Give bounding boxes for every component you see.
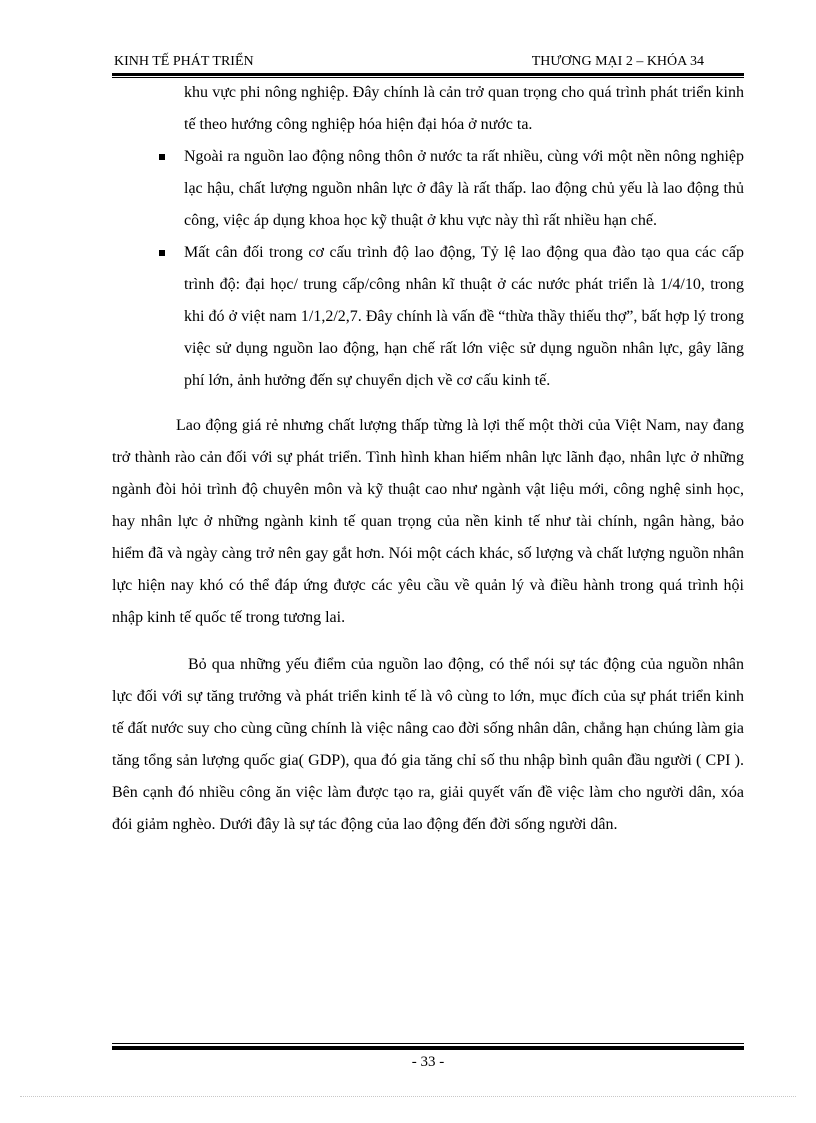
footer-rule-thick xyxy=(112,1046,744,1050)
header-course-title: KINH TẾ PHÁT TRIỂN xyxy=(114,54,254,69)
list-item xyxy=(112,141,744,237)
bullet-text: Mất cân đối trong cơ cấu trình độ lao động, Tỷ lệ lao động qua đào tạo qua các cấp trình độ: đại học/ trung cấp/công nhân kĩ thuật ở các nước phát triển là 1/4/10, trong khi đó ở việt nam 1/1,2/2,7. Đây chính là vấn đề “thừa thầy thiếu thợ”, bất hợp lý trong việc sử dụng nguồn lao động, hạn chế rất lớn việc sử dụng nguồn nhân lực, gây lãng phí lớn, ảnh hưởng đến sự chuyển dịch về cơ cấu kinh tế. xyxy=(184,244,744,389)
page-number: - 33 - xyxy=(411,1054,445,1070)
list-item xyxy=(112,237,744,397)
paragraph: Lao động giá rẻ nhưng chất lượng thấp từng là lợi thế một thời của Việt Nam, nay đang trở thành rào cản đối với sự phát triển. Tình hình khan hiếm nhân lực lãnh đạo, nhân lực ở những ngành đòi hỏi trình độ chuyên môn và kỹ thuật cao như ngành vật liệu mới, công nghệ sinh học, hay nhân lực ở những ngành kinh tế quan trọng của nền kinh tế như tài chính, ngân hàng, bảo hiểm đã và ngày càng trở nên gay gắt hơn. Nói một cách khác, số lượng và chất lượng nguồn nhân lực hiện nay khó có thể đáp ứng được các yêu cầu về quản lý và điều hành trong quá trình hội nhập kinh tế quốc tế trong tương lai. xyxy=(112,417,744,626)
page-body xyxy=(112,77,744,841)
page-boundary xyxy=(20,1096,796,1097)
header-rule-thick xyxy=(112,73,744,76)
paragraph: Bỏ qua những yếu điểm của nguồn lao động, có thể nói sự tác động của nguồn nhân lực đối với sự tăng trưởng và phát triển kinh tế là vô cùng to lớn, mục đích của sự phát triển kinh tế đất nước suy cho cùng cũng chính là việc nâng cao đời sống nhân dân, chẳng hạn chúng làm gia tăng tổng sản lượng quốc gia( GDP), qua đó gia tăng chỉ số thu nhập bình quân đầu người ( CPI ). Bên cạnh đó nhiều công ăn việc làm được tạo ra, giải quyết vấn đề việc làm cho người dân, xóa đói giảm nghèo. Dưới đây là sự tác động của lao động đến đời sống người dân. xyxy=(112,656,744,833)
header-class-label: THƯƠNG MẠI 2 – KHÓA 34 xyxy=(531,54,704,69)
square-bullet-icon xyxy=(159,154,165,160)
square-bullet-icon xyxy=(159,250,165,256)
bullet-list xyxy=(112,141,744,397)
bullet-text: Ngoài ra nguồn lao động nông thôn ở nước ta rất nhiều, cùng với một nền nông nghiệp lạc hậu, chất lượng nguồn nhân lực ở đây là rất thấp. lao động chủ yếu là lao động thủ công, việc áp dụng khoa học kỹ thuật ở khu vực này thì rất nhiều hạn chế. xyxy=(184,148,744,229)
running-header xyxy=(112,52,744,74)
footer-rule-thin xyxy=(112,1043,744,1044)
continuation-text: khu vực phi nông nghiệp. Đây chính là cản trở quan trọng cho quá trình phát triển kinh tế theo hướng công nghiệp hóa hiện đại hóa ở nước ta. xyxy=(184,84,744,133)
